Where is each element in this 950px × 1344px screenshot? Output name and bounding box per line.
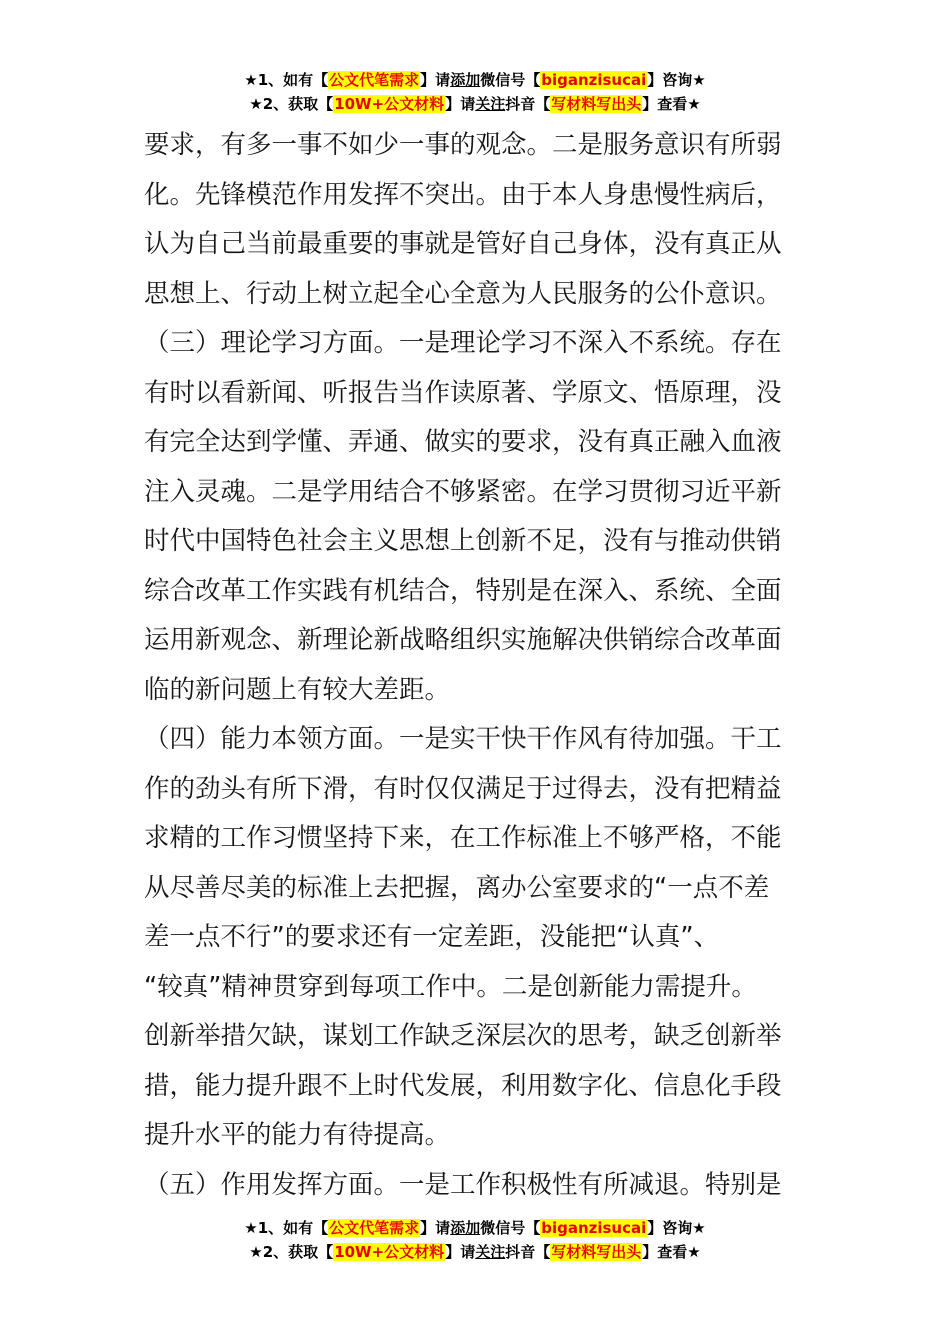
section-heading-line: （四）能力本领方面。一是实干快干作风有待加强。干工 [144, 724, 782, 754]
body-line: 有完全达到学懂、弄通、做实的要求，没有真正融入血液 [144, 427, 782, 457]
banner-text: ★1、如有【 [244, 1219, 329, 1237]
body-line: 求精的工作习惯坚持下来，在工作标准上不够严格，不能 [144, 823, 782, 853]
banner-highlight: 10W+公文材料 [334, 1243, 445, 1261]
banner-douyin-id: 写材料写出头 [551, 1243, 642, 1261]
body-line: 综合改革工作实践有机结合，特别是在深入、系统、全面 [144, 575, 782, 606]
banner-text: 】查看★ [642, 95, 701, 113]
banner-text: ★2、获取【 [249, 95, 334, 113]
banner-line-1 [0, 68, 950, 92]
body-line: 从尽善尽美的标准上去把握，离办公室要求的“一点不差 [144, 872, 770, 903]
body-line: 时代中国特色社会主义思想上创新不足，没有与推动供销 [144, 526, 782, 556]
banner-emphasis: 添加 [450, 71, 481, 89]
body-line: “较真”精神贯穿到每项工作中。二是创新能力需提升。 [144, 971, 757, 1002]
body-line: 运用新观念、新理论新战略组织实施解决供销综合改革面 [144, 625, 782, 655]
banner-douyin-id: 写材料写出头 [551, 95, 642, 113]
banner-text: 】查看★ [642, 1243, 701, 1261]
banner-text: ★2、获取【 [249, 1243, 334, 1261]
body-line: 化。先锋模范作用发挥不突出。由于本人身患慢性病后， [144, 179, 782, 210]
banner-text: 】咨询★ [647, 71, 706, 89]
body-line: 提升水平的能力有待提高。 [144, 1120, 451, 1150]
body-line: 注入灵魂。二是学用结合不够紧密。在学习贯彻习近平新 [144, 476, 782, 507]
body-line: 差一点不行”的要求还有一定差距，没能把“认真”、 [144, 922, 720, 952]
banner-text: ★1、如有【 [244, 71, 329, 89]
banner-line-2 [0, 92, 950, 116]
banner-text: 抖音【 [505, 1243, 551, 1261]
footer-banner [0, 1216, 950, 1264]
banner-highlight: 公文代笔需求 [329, 1219, 420, 1237]
body-line: 要求，有多一事不如少一事的观念。二是服务意识有所弱 [144, 130, 782, 160]
banner-highlight: 10W+公文材料 [334, 95, 445, 113]
banner-text: 】请 [445, 1243, 476, 1261]
body-line: 措，能力提升跟不上时代发展，利用数字化、信息化手段 [144, 1070, 782, 1101]
banner-emphasis: 关注 [475, 95, 506, 113]
body-line: 认为自己当前最重要的事就是管好自己身体，没有真正从 [144, 229, 782, 259]
banner-wechat-id: biganzisucai [541, 71, 647, 89]
banner-text: 微信号【 [480, 71, 541, 89]
section-heading-line: （五）作用发挥方面。一是工作积极性有所减退。特别是 [144, 1169, 782, 1200]
banner-line-2 [0, 1240, 950, 1264]
body-line: 作的劲头有所下滑，有时仅仅满足于过得去，没有把精益 [144, 773, 782, 804]
banner-text: 】请 [420, 1219, 451, 1237]
banner-emphasis: 添加 [450, 1219, 481, 1237]
banner-highlight: 公文代笔需求 [329, 71, 420, 89]
header-banner [0, 68, 950, 116]
body-line: 创新举措欠缺，谋划工作缺乏深层次的思考，缺乏创新举 [144, 1021, 782, 1051]
banner-text: 】请 [420, 71, 451, 89]
body-line: 有时以看新闻、听报告当作读原著、学原文、悟原理，没 [144, 377, 782, 408]
body-line: 临的新问题上有较大差距。 [144, 674, 451, 705]
banner-line-1 [0, 1216, 950, 1240]
banner-text: 微信号【 [480, 1219, 541, 1237]
body-line: 思想上、行动上树立起全心全意为人民服务的公仆意识。 [144, 278, 782, 309]
banner-text: 】请 [445, 95, 476, 113]
document-body [144, 121, 808, 1210]
banner-text: 】咨询★ [647, 1219, 706, 1237]
banner-text: 抖音【 [505, 95, 551, 113]
section-heading-line: （三）理论学习方面。一是理论学习不深入不系统。存在 [144, 328, 782, 358]
banner-wechat-id: biganzisucai [541, 1219, 647, 1237]
banner-emphasis: 关注 [475, 1243, 506, 1261]
